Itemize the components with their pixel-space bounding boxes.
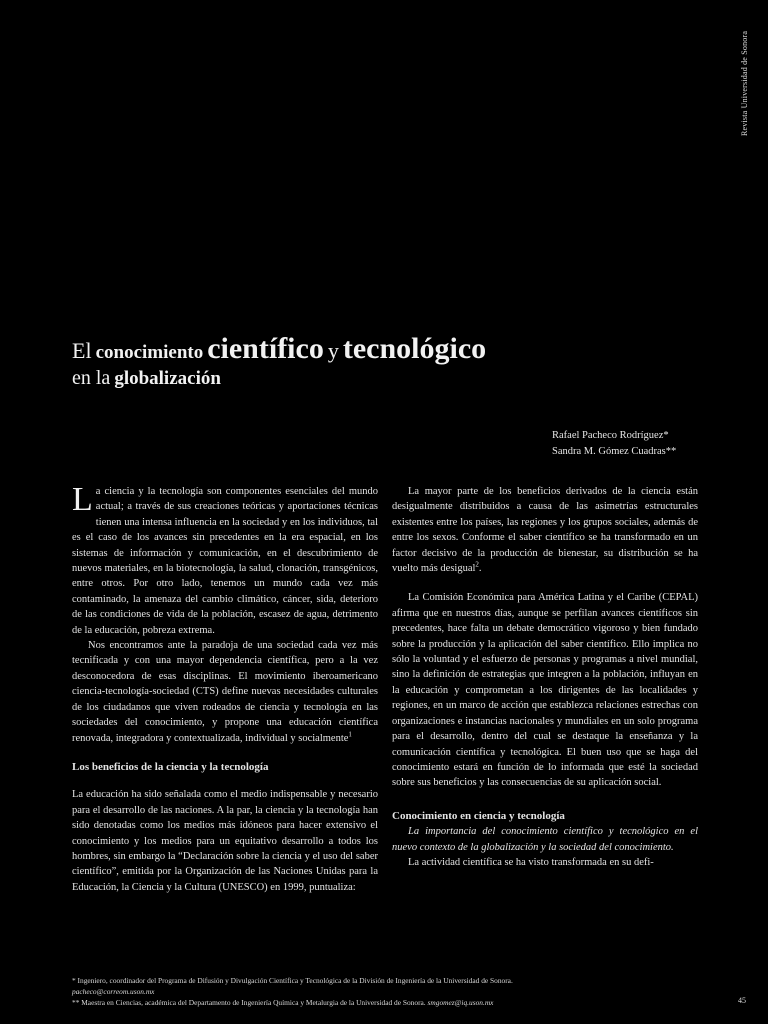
footnote-text: ** Maestra en Ciencias, académica del Departamento de Ingeniería Química y Metalurgia de la Universidad de Sonora. [72,998,426,1007]
title-word: en la [72,367,111,389]
footnote-1 [72,975,692,997]
left-column [72,481,378,895]
body-paragraph: La Comisión Económica para América Latina y el Caribe (CEPAL) afirma que en nuestros días, aunque se perfilan avances científicos sin precedentes, hace falta un debate democrático vigoroso y bien fundado sobre la producción y la aplicación del saber científico. Ello implica no sólo la voluntad y el esfuerzo de personas y programas a nivel mundial, sino la definición de estrategias que integren a la población, influyan en la educación y comprometan a los dirigentes de las localidades y regiones, en un marco de acción que establezca relaciones estrechas con organizaciones e instancias nacionales y mundiales en un solo programa para el desarrollo, dentro del cual se destaque la enseñanza y la comunicación científica y tecnológica. El buen uso que se haga del conocimiento estará en función de lo informada que esté la sociedad sobre sus beneficios y las consecuencias de su aplicación social. [392,592,698,789]
body-paragraph: La educación ha sido señalada como el medio indispensable y necesario para el desarrollo de las naciones. A la par, la ciencia y la tecnología han sido denotadas como los medios más idóneos para hacer extensivo el conocimiento y los medios para un equitativo desarrollo a todos los hombres, sin embargo la “Declaración sobre la ciencia y el uso del saber científico”, emitida por la Organización de las Naciones Unidas para la Educación, la Ciencia y la Cultura (UNESCO) en 1999, puntualiza: [72,789,378,893]
title-word: científico [207,332,324,365]
intro-text: a ciencia y la tecnología son componentes esenciales del mundo actual; a través de sus creaciones teóricas y aportaciones técnicas tienen una intensa influencia en la sociedad y en los individuos, tal es el caso de los avances sin precedentes en la era espacial, en los sistemas de información y comunicación, en el descubrimiento de nuevos materiales, en la biotecnología, la salud, clonación, transgénicos, entre otros. Por otro lado, tenemos un mundo cada vez más contaminado, la amenaza del cambio climático, cáncer, sida, deterioro de las condiciones de vida de la población, escasez de agua, detrimento de la educación, pobreza extrema. [72,486,378,636]
footnote-ref: 2 [475,560,479,569]
section-heading: Los beneficios de la ciencia y la tecnología [72,760,269,773]
body-paragraph [72,638,378,746]
page-number: 45 [738,996,746,1005]
quote-text: La mayor parte de los beneficios derivados de la ciencia están desigualmente distribuidos a causa de las asimetrías estructurales existentes entre los países, las regiones y los grupos sociales, además de entre los sexos. Conforme el saber científico se ha transformado en un factor decisivo de la producción de bienestar, su distribución se ha vuelto más desigual [392,486,698,575]
footnote-2 [72,997,692,1008]
footnotes [72,975,692,1008]
author-email: pacheco@correom.uson.mx [72,987,155,996]
authors [552,428,676,460]
title-word: conocimiento [95,342,204,363]
drop-cap: L [72,481,93,518]
article-title [72,334,486,388]
paragraph-text: Nos encontramos ante la paradoja de una sociedad cada vez más tecnificada y con una mayor dependencia científica, pero a la vez desconocedora de esas disciplinas. El movimiento iberoamericano ciencia-tecnología-sociedad (CTS) define nuevas necesidades culturales de los ciudadanos que viven rodeados de ciencia y tecnología en las sociedades del conocimiento, y propone una educación científica renovada, integradora y contextualizada, individual y socialmente [72,640,378,744]
title-word: tecnológico [342,332,487,365]
author-name: Rafael Pacheco Rodríguez* [552,430,669,441]
title-word: El [72,338,92,363]
section-heading: Conocimiento en ciencia y tecnología [392,809,565,822]
block-quote: La mayor parte de los beneficios derivados de la ciencia están desigualmente distribuidos a causa de las asimetrías estructurales existentes entre los países, las regiones y los grupos sociales, además de entre los sexos. Conforme el saber científico se ha transformado en un factor decisivo de la producción de bienestar, su distribución se ha vuelto más desigual$^2$. [392,486,698,575]
journal-name: Revista Universidad de Sonora [740,30,749,136]
title-word: globalización [114,368,221,389]
footnote-ref: 1 [348,730,352,738]
footnote-text: * Ingeniero, coordinador del Programa de Difusión y Divulgación Científica y Tecnológica de la División de Ingeniería de la Universidad de Sonora. [72,976,513,985]
intro-paragraph [72,481,378,638]
author-email: smgomez@iq.uson.mx [427,998,494,1007]
section-subheading: La importancia del conocimiento científico y tecnológico en el nuevo contexto de la globalización y la sociedad del conocimiento. [392,826,698,853]
author-name: Sandra M. Gómez Cuadras** [552,446,677,457]
right-column [392,484,698,870]
title-word: y [327,338,339,363]
body-paragraph: La actividad científica se ha visto transformada en su defi- [408,856,654,868]
